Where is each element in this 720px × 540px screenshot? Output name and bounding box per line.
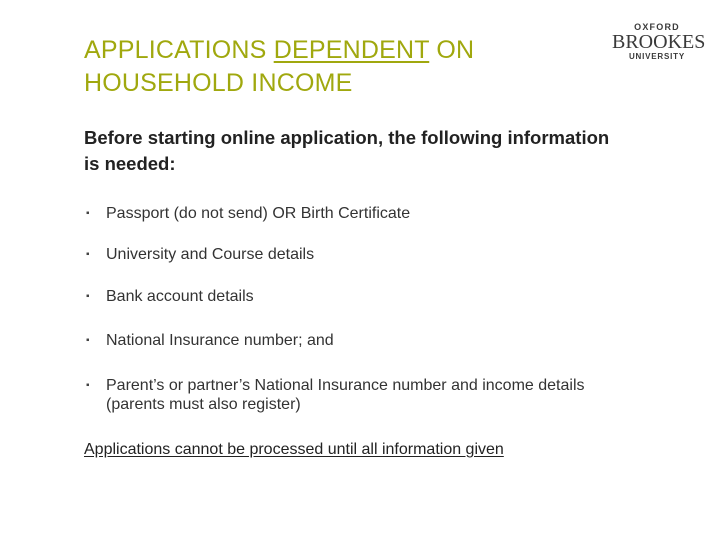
title-part1: APPLICATIONS (84, 36, 274, 64)
footer-note: Applications cannot be processed until all information given (84, 441, 504, 458)
list-item (84, 331, 334, 350)
logo-top: OXFORD (634, 22, 680, 32)
intro-text: Before starting online application, the following information is needed: (84, 127, 610, 174)
list-item (84, 376, 646, 414)
bullet-marker-icon: ▪ (86, 249, 90, 260)
list-item (84, 245, 314, 264)
list-item (84, 204, 410, 223)
bullet-text: University and Course details (106, 246, 315, 263)
title-part3: ON (429, 36, 475, 64)
bullet-text: Parent’s or partner’s National Insurance number and income details (parents must also register) (106, 377, 585, 413)
logo-bottom: UNIVERSITY (628, 52, 685, 61)
title-line2: HOUSEHOLD INCOME (84, 69, 353, 97)
list-item (84, 287, 254, 306)
bullet-text: Passport (do not send) OR Birth Certificate (106, 205, 411, 222)
bullet-marker-icon: ▪ (86, 291, 90, 302)
bullet-text: National Insurance number; and (106, 332, 334, 349)
logo-middle: BROOKES (612, 31, 706, 53)
bullet-marker-icon: ▪ (86, 380, 90, 391)
oxford-brookes-logo (612, 22, 706, 62)
bullet-marker-icon: ▪ (86, 208, 90, 219)
bullet-text: Bank account details (106, 288, 254, 305)
slide-title (84, 34, 604, 100)
title-part2-underlined: DEPENDENT (273, 36, 430, 64)
bullet-marker-icon: ▪ (86, 335, 90, 346)
